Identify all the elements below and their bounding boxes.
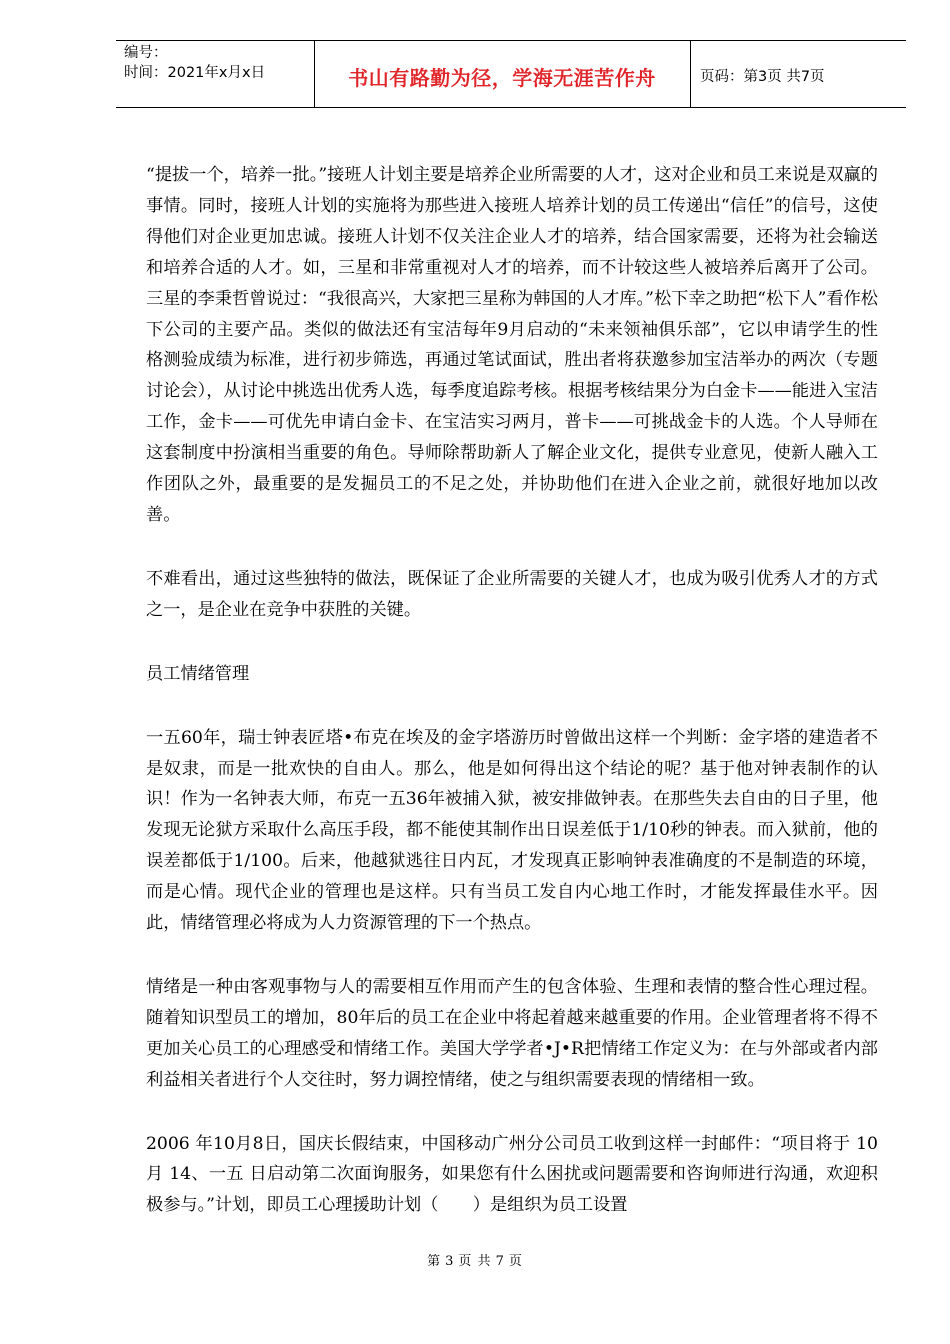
document-body: [146, 160, 878, 1221]
paragraph-successor-plan: “提拔一个，培养一批。”接班人计划主要是培养企业所需要的人才，这对企业和员工来说是双赢的事情。同时，接班人计划的实施将为那些进入接班人培养计划的员工传递出“信任”的信号，这使得他们对企业更加忠诚。接班人计划不仅关注企业人才的培养，结合国家需要，还将为社会输送和培养合适的人才。如，三星和非常重视对人才的培养，而不计较这些人被培养后离开了公司。三星的李秉哲曾说过：“我很高兴，大家把三星称为韩国的人才库。”松下幸之助把“松下人”看作松下公司的主要产品。类似的做法还有宝洁每年9月启动的“未来领袖俱乐部”，它以申请学生的性格测验成绩为标准，进行初步筛选，再通过笔试面试，胜出者将获邀参加宝洁举办的两次（专题讨论会），从讨论中挑选出优秀人选，每季度追踪考核。根据考核结果分为白金卡——能进入宝洁工作，金卡——可优先申请白金卡、在宝洁实习两月，普卡——可挑战金卡的人选。个人导师在这套制度中扮演相当重要的角色。导师除帮助新人了解企业文化，提供专业意见，使新人融入工作团队之外，最重要的是发掘员工的不足之处，并协助他们在进入企业之前，就很好地加以改善。: [146, 165, 878, 525]
paragraph-conclusion: 不难看出，通过这些独特的做法，既保证了企业所需要的关键人才，也成为吸引优秀人才的方式之一，是企业在竞争中获胜的关键。: [146, 568, 878, 620]
header-time-label: 时间：2021年x月x日: [124, 65, 266, 81]
header-meta: [124, 43, 265, 83]
header-number-label: 编号：: [124, 45, 168, 61]
paragraph-emotion-definition: 情绪是一种由客观事物与人的需要相互作用而产生的包含体验、生理和表情的整合性心理过程。随着知识型员工的增加，80年后的员工在企业中将起着越来越重要的作用。企业管理者将不得不更加关心员工的心理感受和情绪工作。美国大学学者•J•R把情绪工作定义为：在与外部或者内部利益相关者进行个人交往时，努力调控情绪，使之与组织需要表现的情绪相一致。: [146, 976, 878, 1090]
section-heading-emotion-management: 员工情绪管理: [146, 663, 250, 684]
header-divider-right: [690, 41, 691, 107]
footer-page-number: 3: [445, 1254, 455, 1269]
footer-page-prefix: 第: [427, 1254, 442, 1269]
header-page-info: 页码：第3页 共7页: [700, 69, 825, 85]
footer-page-total: 7: [495, 1254, 505, 1269]
footer-page-suffix: 页: [508, 1254, 523, 1269]
header-motto: 书山有路勤为径，学海无涯苦作舟: [348, 66, 656, 90]
footer-page-middle: 页 共: [458, 1254, 492, 1269]
paragraph-watchmaker-story: 一五60年，瑞士钟表匠塔•布克在埃及的金字塔游历时曾做出这样一个判断：金字塔的建造者不是奴隶，而是一批欢快的自由人。那么，他是如何得出这个结论的呢？基于他对钟表制作的认识！作为一名钟表大师，布克一五36年被捕入狱，被安排做钟表。在那些失去自由的日子里，他发现无论狱方采取什么高压手段，都不能使其制作出日误差低于1/10秒的钟表。而入狱前，他的误差都低于1/100。后来，他越狱逃往日内瓦，才发现真正影响钟表准确度的不是制造的环境，而是心情。现代企业的管理也是这样。只有当员工发自内心地工作时，才能发挥最佳水平。因此，情绪管理必将成为人力资源管理的下一个热点。: [146, 727, 878, 934]
page-footer: [0, 1250, 950, 1269]
page-header: [116, 40, 906, 108]
paragraph-china-mobile-eap: 2006 年10月8日，国庆长假结束，中国移动广州分公司员工收到这样一封邮件：“项目将于 10 月 14、一五 日启动第二次面询服务，如果您有什么困扰或问题需要和咨询师进行沟通，欢迎积极参与。”计划，即员工心理援助计划（ ）是组织为员工设置: [146, 1133, 878, 1216]
